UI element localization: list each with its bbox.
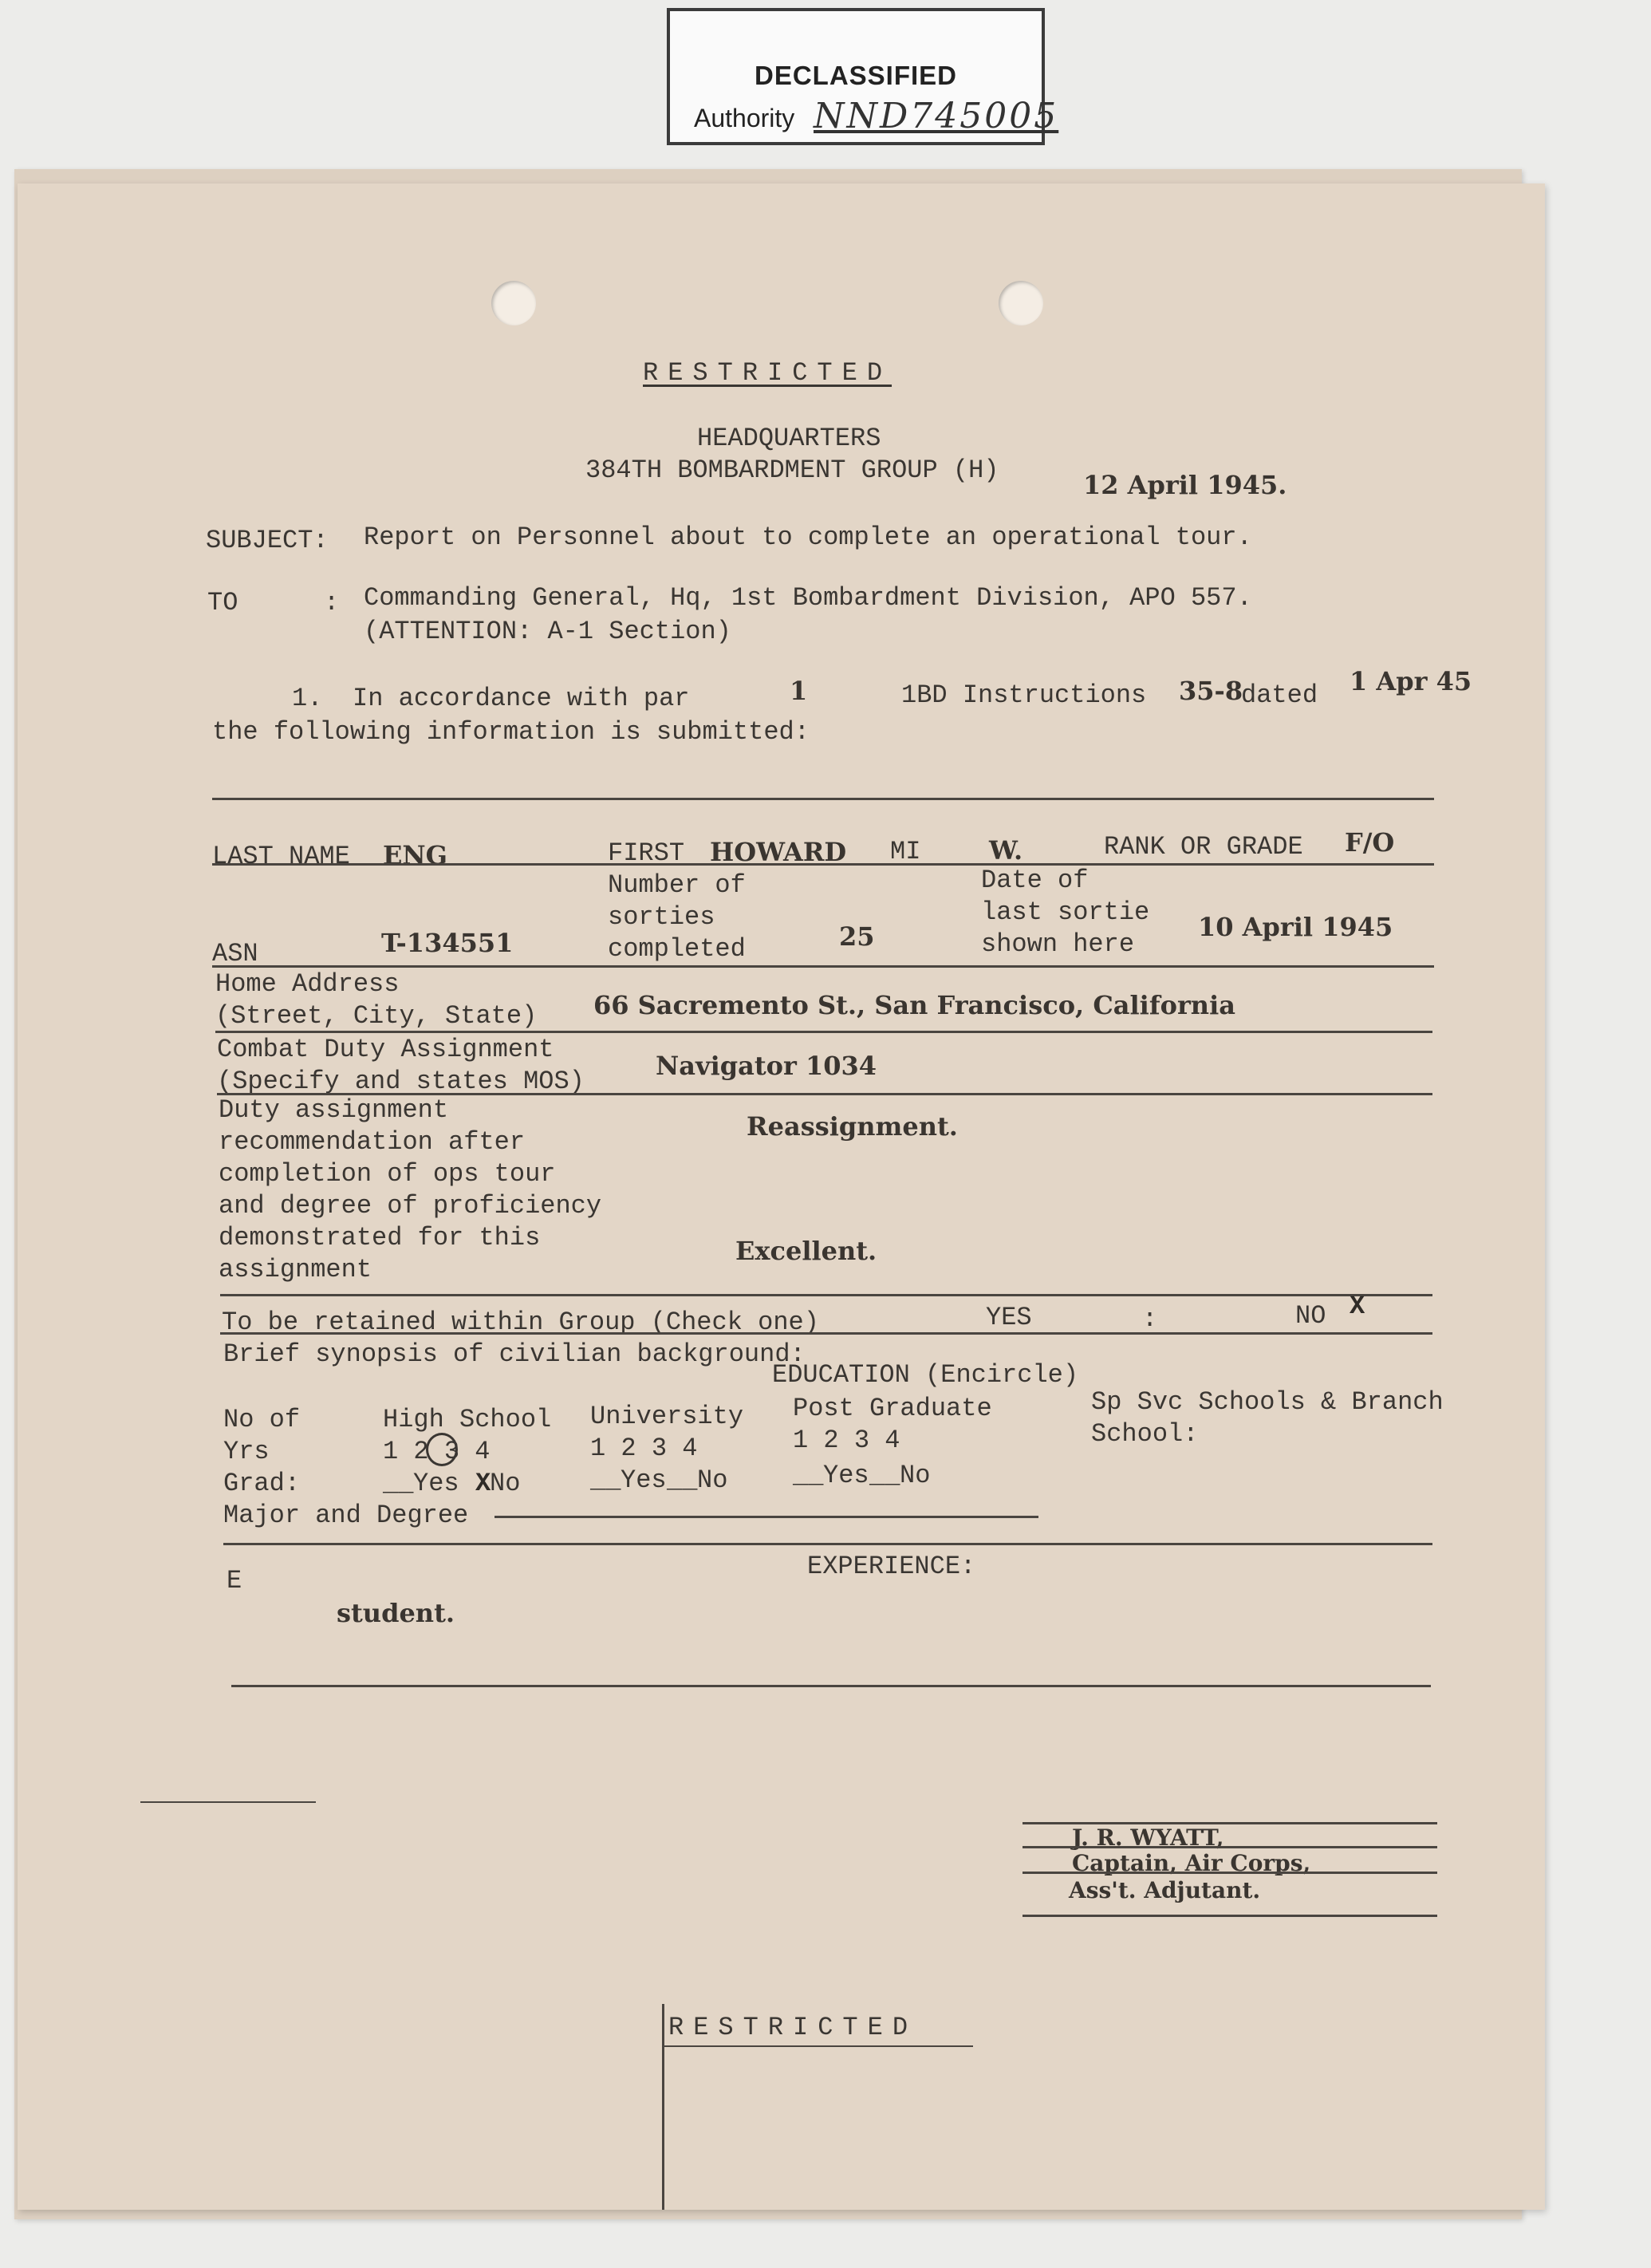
sorties-label-1: Number of [608, 870, 746, 900]
high-school-years: 1 2 3 4 [383, 1437, 491, 1466]
combat-label-2: (Specify and states MOS) [217, 1067, 585, 1096]
duty-label-4: and degree of proficiency [219, 1191, 602, 1221]
last-name-label: LAST NAME [212, 842, 350, 871]
classification-bottom: RESTRICTED [668, 2013, 918, 2042]
para-text-b: 1BD Instructions [901, 680, 1147, 710]
sp-svc-label-1: Sp Svc Schools & Branch [1091, 1387, 1444, 1417]
retain-bottom-rule [220, 1332, 1432, 1335]
memo-date: 12 April 1945. [1083, 470, 1287, 500]
sorties-label-2: sorties [608, 902, 715, 932]
authority-label: Authority [694, 104, 795, 132]
university-years: 1 2 3 4 [590, 1434, 698, 1463]
name-row-rule [212, 863, 1434, 866]
first-name-value: HOWARD [710, 837, 847, 867]
asn-row-rule [212, 965, 1434, 968]
footer-vertical-mark [662, 2004, 664, 2210]
signature-line-3 [1023, 1872, 1437, 1874]
high-school-yes: Yes [413, 1469, 459, 1498]
post-graduate-label: Post Graduate [793, 1394, 992, 1423]
duty-label-6: assignment [219, 1255, 372, 1284]
declassified-title: DECLASSIFIED [754, 61, 958, 90]
sp-svc-label-2: School: [1091, 1419, 1199, 1449]
asn-value: T-134551 [381, 928, 514, 958]
last-name-value: ENG [383, 840, 447, 870]
document-page [18, 183, 1545, 2210]
high-school-no: No [490, 1469, 521, 1498]
retain-yes-label: YES [986, 1303, 1032, 1332]
home-address-value: 66 Sacremento St., San Francisco, California [593, 990, 1235, 1020]
retain-no-label: NO [1295, 1301, 1326, 1331]
proficiency-value: Excellent. [735, 1236, 877, 1266]
subject-text: Report on Personnel about to complete an operational tour. [364, 523, 1252, 552]
rank-value: F/O [1345, 827, 1395, 858]
org-line-1: HEADQUARTERS [697, 424, 881, 453]
post-graduate-blank-2: __ [869, 1461, 900, 1490]
post-graduate-years: 1 2 3 4 [793, 1426, 900, 1455]
grad-label: Grad: [223, 1469, 301, 1498]
high-school-label: High School [383, 1405, 552, 1434]
mi-value: W. [989, 835, 1023, 866]
para-date-value: 1 Apr 45 [1350, 666, 1472, 696]
e-label: E [227, 1566, 242, 1595]
major-degree-label: Major and Degree [223, 1501, 469, 1530]
experience-value: student. [337, 1598, 455, 1628]
signature-title: Ass't. Adjutant. [1069, 1877, 1261, 1903]
high-school-grad-blank: __ [383, 1469, 414, 1498]
punch-hole-left [491, 281, 536, 325]
para-par-value: 1 [790, 676, 808, 706]
university-yes: Yes [621, 1465, 667, 1495]
para-instr-value: 35-8 [1179, 676, 1243, 706]
attention-line: (ATTENTION: A-1 Section) [364, 617, 731, 646]
university-grad-blank-1: __ [590, 1465, 621, 1495]
retain-no-mark: X [1350, 1292, 1365, 1321]
punch-hole-right [999, 281, 1043, 325]
combat-duty-value: Navigator 1034 [656, 1051, 877, 1081]
para-line-2: the following information is submitted: [212, 717, 810, 747]
duty-label-1: Duty assignment [219, 1095, 449, 1125]
first-name-label: FIRST [608, 838, 685, 868]
combat-label-1: Combat Duty Assignment [217, 1035, 554, 1064]
last-sortie-value: 10 April 1945 [1198, 912, 1393, 942]
duty-recommendation-value: Reassignment. [747, 1111, 958, 1142]
post-graduate-no: No [900, 1461, 931, 1490]
to-text: Commanding General, Hq, 1st Bombardment Division, APO 557. [364, 583, 1252, 613]
retain-colon: : [1142, 1304, 1158, 1334]
university-grad-blank-2: __ [667, 1465, 698, 1495]
year-3-circle [426, 1433, 458, 1466]
footer-underline [662, 2045, 973, 2047]
high-school-no-mark: X [475, 1469, 491, 1498]
no-of-label: No of [223, 1405, 301, 1434]
declassified-stamp [667, 8, 1059, 145]
sorties-label-3: completed [608, 934, 746, 964]
para-dated: dated [1241, 680, 1318, 710]
to-label: TO [207, 588, 238, 617]
major-degree-line [495, 1516, 1038, 1518]
mi-label: MI [890, 837, 921, 866]
subject-label: SUBJECT: [206, 526, 329, 555]
experience-label: EXPERIENCE: [807, 1552, 976, 1581]
duty-label-2: recommendation after [219, 1127, 526, 1157]
last-sortie-label-1: Date of [981, 866, 1089, 895]
form-top-rule [212, 798, 1434, 800]
rank-label: RANK OR GRADE [1104, 832, 1303, 862]
org-line-2: 384TH BOMBARDMENT GROUP (H) [585, 456, 999, 485]
signature-line-2 [1023, 1846, 1437, 1848]
home-label-1: Home Address [215, 969, 400, 999]
experience-bottom-rule [231, 1685, 1431, 1687]
authority-number: NND745005 [814, 96, 1059, 136]
last-sortie-label-2: last sortie [981, 897, 1150, 927]
post-graduate-yes: Yes [823, 1461, 869, 1490]
university-label: University [590, 1402, 744, 1431]
synopsis-label: Brief synopsis of civilian background: [223, 1339, 806, 1369]
duty-label-3: completion of ops tour [219, 1159, 556, 1189]
classification-top: RESTRICTED [643, 358, 892, 388]
education-label: EDUCATION (Encircle) [772, 1360, 1079, 1390]
retain-top-rule [220, 1294, 1432, 1296]
signature-name: J. R. WYATT, [1072, 1824, 1224, 1851]
university-no: No [697, 1465, 728, 1495]
para-number: 1. [292, 684, 323, 713]
retain-label: To be retained within Group (Check one) [222, 1308, 819, 1337]
para-text-a: In accordance with par [353, 684, 690, 713]
signature-rank: Captain, Air Corps, [1072, 1850, 1311, 1876]
stray-mark-line [140, 1801, 316, 1803]
last-sortie-label-3: shown here [981, 929, 1135, 959]
signature-line-4 [1023, 1915, 1437, 1917]
education-bottom-rule [223, 1543, 1432, 1545]
home-label-2: (Street, City, State) [215, 1001, 538, 1031]
yrs-label: Yrs [223, 1437, 270, 1466]
duty-label-5: demonstrated for this [219, 1223, 541, 1252]
home-row-rule [215, 1031, 1432, 1033]
post-graduate-blank-1: __ [793, 1461, 824, 1490]
sorties-value: 25 [839, 921, 875, 952]
to-colon: : [324, 588, 340, 617]
asn-label: ASN [212, 939, 258, 968]
